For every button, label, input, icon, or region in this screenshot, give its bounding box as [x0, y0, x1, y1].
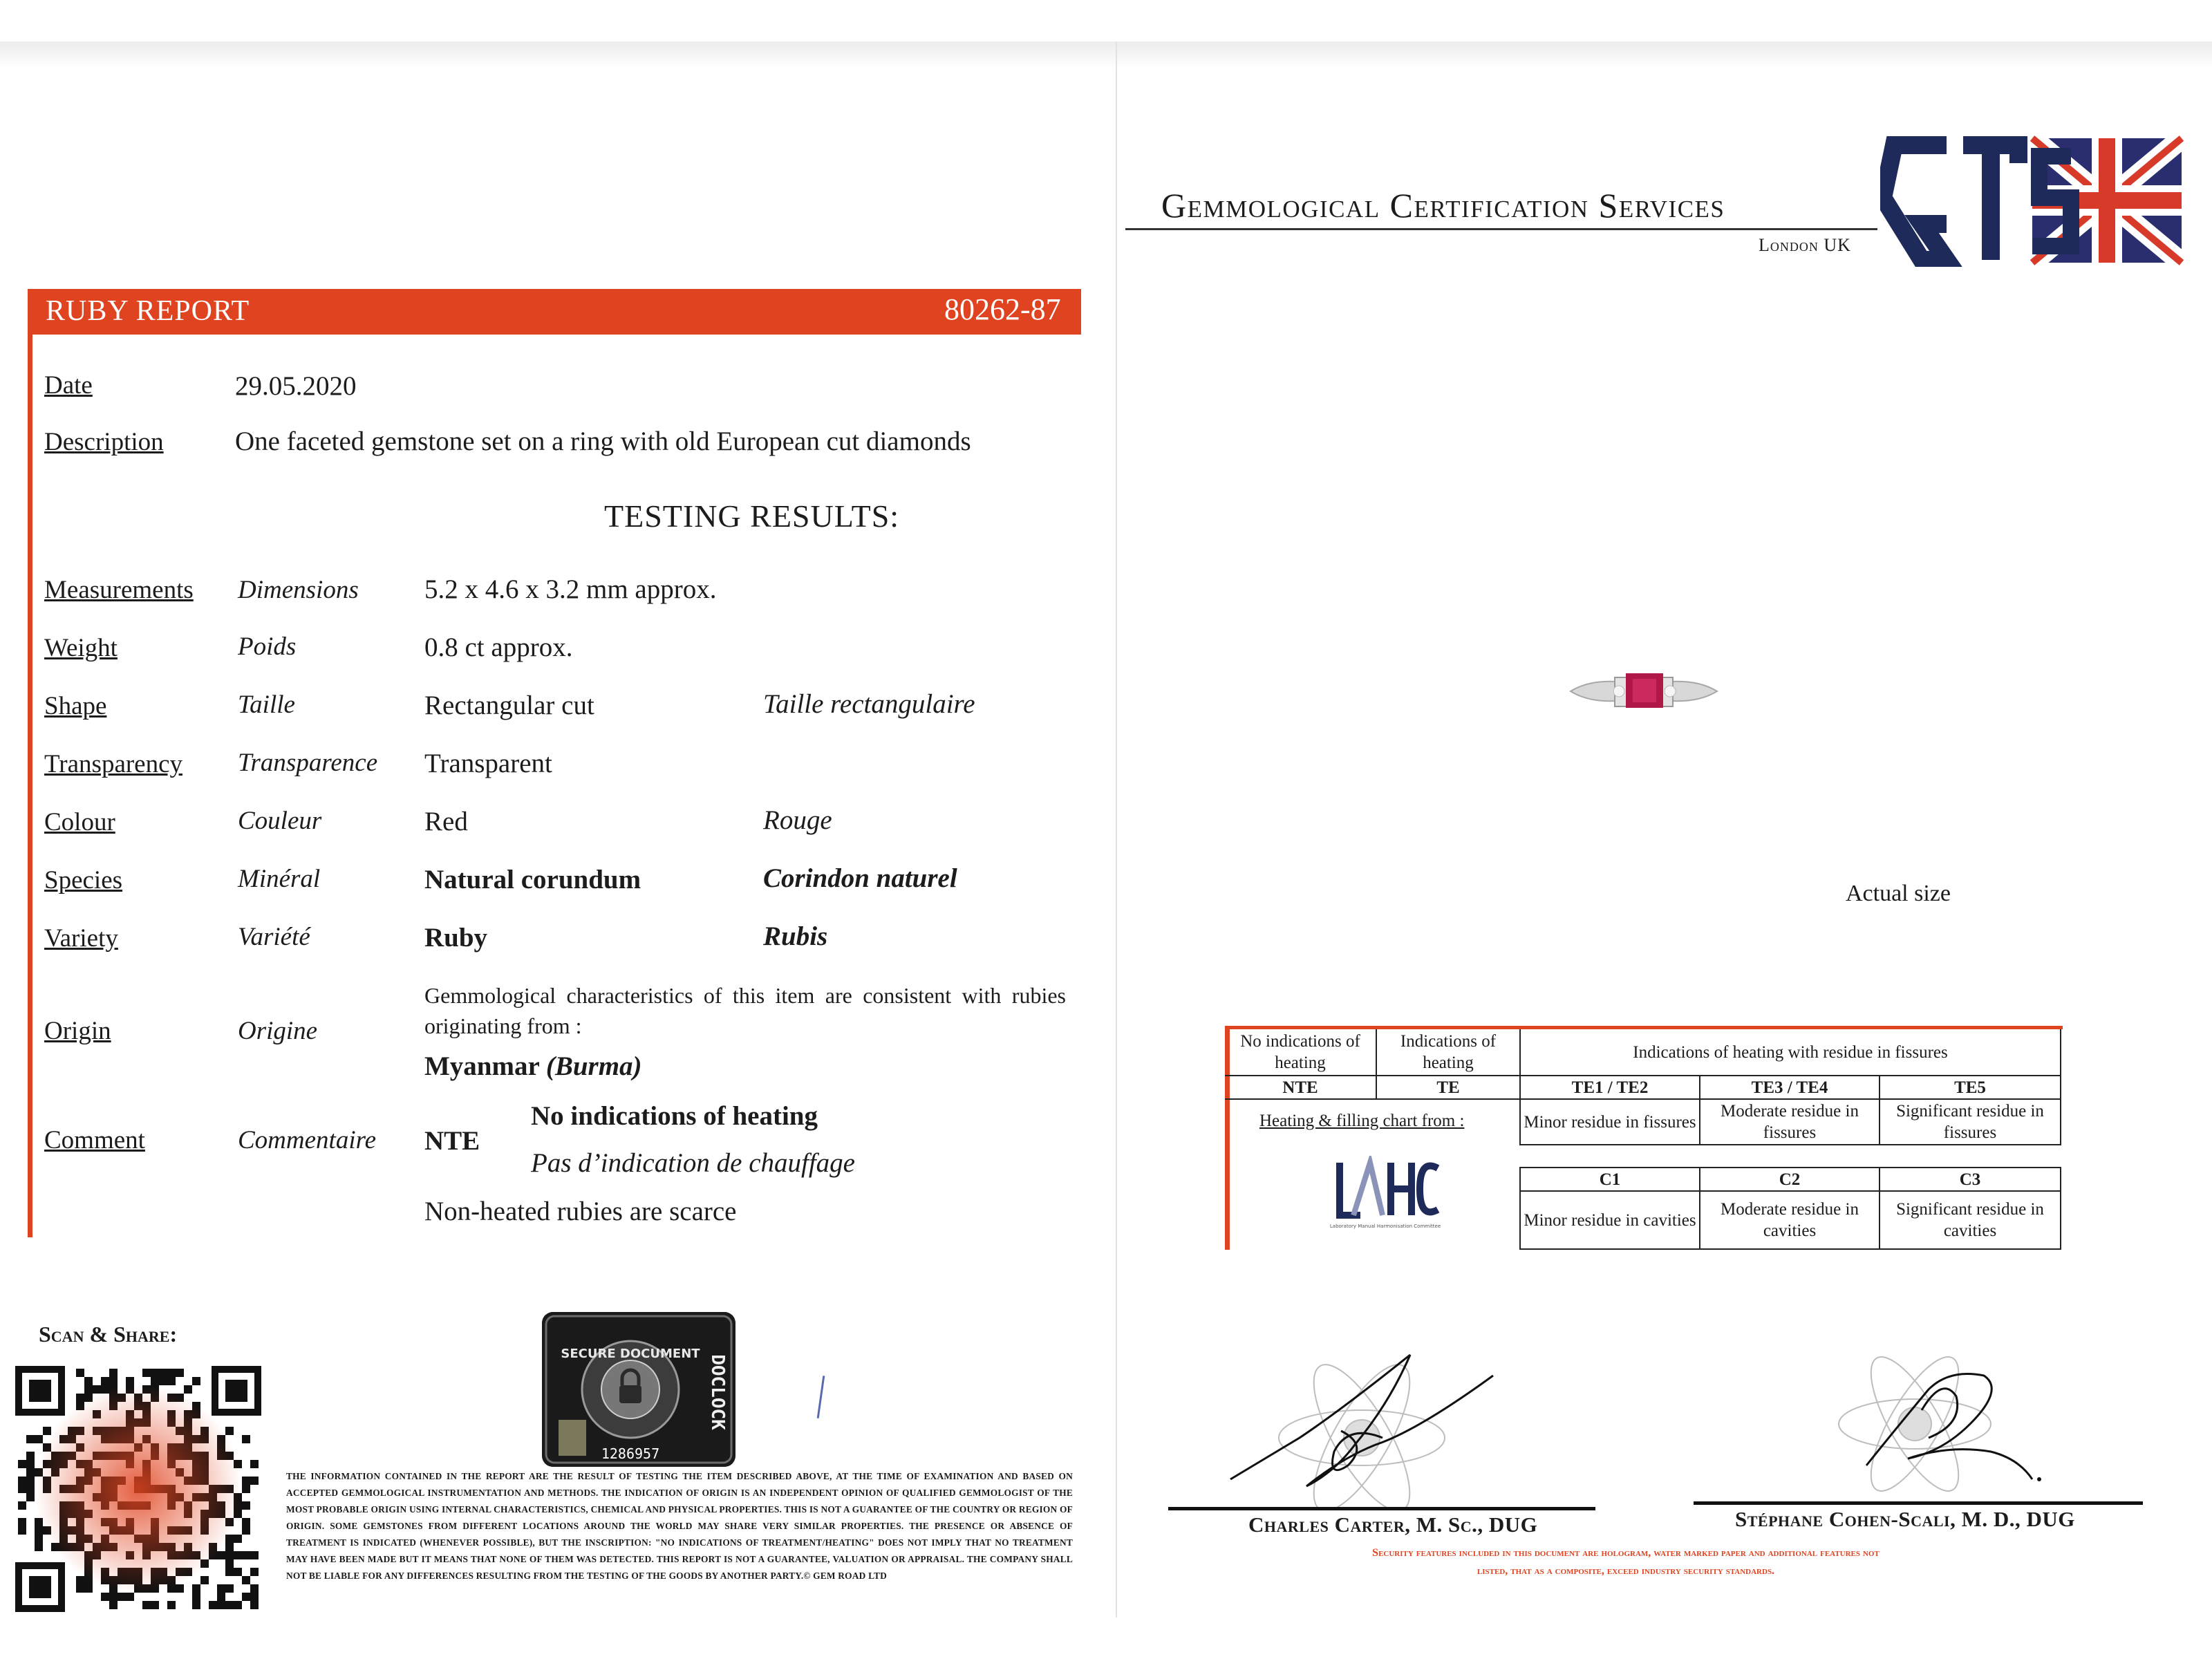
page-fold	[1116, 41, 1117, 1618]
origin-country-alt: (Burma)	[545, 1051, 642, 1081]
scan-shadow	[0, 41, 2212, 69]
row-fr-label: Minéral	[238, 865, 321, 893]
row-value: Red	[424, 807, 468, 836]
row-label: Variety	[44, 924, 118, 953]
row-fr-label: Transparence	[238, 749, 378, 777]
origin-country-name: Myanmar	[424, 1051, 540, 1081]
row-label: Measurements	[44, 576, 194, 604]
row-fr-label: Couleur	[238, 807, 322, 835]
certifier-name: Gemmological Certification Services	[1161, 186, 1725, 225]
doclock-hologram-seal	[542, 1312, 735, 1467]
chart-cavity-code: C1	[1519, 1167, 1700, 1192]
chart-fissure-code: TE5	[1879, 1075, 2061, 1100]
signatory-name-right: Stéphane Cohen-Scali, M. D., DUG	[1735, 1507, 2075, 1531]
row-fr-label: Dimensions	[238, 576, 359, 604]
signature-charles-carter	[1224, 1341, 1514, 1507]
comment-fr-label: Commentaire	[238, 1126, 377, 1154]
signature-line-left	[1168, 1507, 1595, 1510]
comment-label: Comment	[44, 1126, 145, 1154]
ruby-ring-photo	[1568, 664, 1720, 719]
origin-label: Origin	[44, 1017, 111, 1045]
heating-chart-source-link[interactable]: Heating & filling chart from :	[1259, 1112, 1465, 1130]
chart-cavity-desc: Minor residue in cavities	[1519, 1190, 1700, 1250]
row-label: Colour	[44, 808, 115, 836]
row-label: Shape	[44, 692, 107, 720]
chart-nte-code: NTE	[1225, 1075, 1377, 1100]
row-label: Transparency	[44, 750, 183, 778]
row-value: 0.8 ct approx.	[424, 632, 573, 662]
row-label: Weight	[44, 634, 118, 662]
chart-fissure-code: TE1 / TE2	[1519, 1075, 1700, 1100]
row-value: Transparent	[424, 749, 552, 778]
signature-line-right	[1694, 1501, 2143, 1505]
chart-fissure-desc: Significant residue in fissures	[1879, 1098, 2061, 1145]
report-disclaimer: THE INFORMATION CONTAINED IN THE REPORT ARE THE RESULT OF TESTING THE ITEM DESCRIBED ABOVE, AT THE TIME OF EXAMINATION AND BASED ON ACCEPTED GEMMOLOGICAL INSTRUMENTATION AND METHODS. THE INDICATION OF ORIGIN IS AN INDEPENDENT OPINION OF QUALIFIED GEMMOLOGIST OF THE MOST PROBABLE ORIGIN USING INTERNAL CHARACTERISTICS, CHEMICAL AND PHYSICAL PROPERTIES. THIS IS NOT A GUARANTEE OF THE COUNTRY OR REGION OF ORIGIN. SOME GEMSTONES FROM DIFFERENT LOCATIONS AROUND THE WORLD MAY SHARE VERY SIMILAR PROPERTIES. THE PRESENCE OR ABSENCE OF TREATMENT IS INDICATED (WHENEVER POSSIBLE), BUT THE INSCRIPTION: "NO INDICATIONS OF TREATMENT/HEATING" DOES NOT IMPLY THAT NO TREATMENT MAY HAVE BEEN MADE BUT IT MEANS THAT NONE OF THEM WAS DETECTED. THIS REPORT IS NOT A GUARANTEE, VALUATION OR APPRAISAL. THE COMPANY SHALL NOT BE LIABLE FOR ANY DIFFERENCES RESULTING FROM THE TESTING OF THE GOODS BY ANOTHER PARTY.© GEM ROAD LTD	[286, 1471, 1073, 1581]
row-fr-value: Rouge	[763, 805, 832, 835]
chart-cavity-desc: Moderate residue in cavities	[1699, 1190, 1880, 1250]
origin-note: Gemmological characteristics of this item are consistent with rubies originating from :	[424, 983, 1066, 1038]
comment-text: No indications of heating	[531, 1101, 818, 1131]
certifier-location: London UK	[1759, 235, 1851, 255]
chart-fissure-code: TE3 / TE4	[1699, 1075, 1880, 1100]
row-fr-label: Variété	[238, 923, 310, 951]
testing-results-heading: TESTING RESULTS:	[604, 498, 900, 534]
comment-fr-text: Pas d’indication de chauffage	[531, 1148, 855, 1178]
row-fr-label: Poids	[238, 632, 297, 661]
scan-share-label: Scan & Share:	[39, 1322, 178, 1347]
chart-fissures-header: Indications of heating with residue in fissures	[1519, 1029, 2061, 1076]
row-fr-value: Taille rectangulaire	[763, 689, 975, 719]
seal-ring-text: SECURE DOCUMENT	[561, 1347, 700, 1361]
comment-code: NTE	[424, 1126, 480, 1156]
row-value: 5.2 x 4.6 x 3.2 mm approx.	[424, 574, 717, 604]
chart-nte-header: No indications of heating	[1225, 1029, 1377, 1076]
report-left-rule	[28, 335, 32, 1237]
ink-mark	[817, 1376, 825, 1418]
lab-name: Laboratory Manual Harmonisation Committee	[1330, 1224, 1441, 1229]
chart-fissure-desc: Minor residue in fissures	[1519, 1098, 1700, 1145]
date-label: Date	[44, 371, 93, 400]
origin-fr-label: Origine	[238, 1017, 318, 1045]
signatory-name-left: Charles Carter, M. Sc., DUG	[1248, 1512, 1538, 1537]
actual-size-label: Actual size	[1846, 881, 1951, 906]
chart-te-code: TE	[1376, 1075, 1521, 1100]
row-label: Species	[44, 866, 123, 894]
row-fr-value: Rubis	[763, 921, 828, 951]
row-fr-label: Taille	[238, 691, 295, 719]
row-fr-value: Corindon naturel	[763, 863, 957, 893]
row-value: Rectangular cut	[424, 691, 594, 720]
signature-stephane-cohen-scali	[1825, 1348, 2053, 1507]
security-note: Security features included in this document are hologram, water marked paper and additional features not listed, that as a composite, exceed industry security standards.	[1372, 1547, 1880, 1577]
chart-cavity-code: C2	[1699, 1167, 1880, 1192]
report-number: 80262-87	[944, 292, 1061, 326]
date-value: 29.05.2020	[235, 371, 357, 401]
chart-te-header: Indications of heating	[1376, 1029, 1521, 1076]
gcs-logo	[1880, 135, 2184, 267]
qr-code[interactable]	[15, 1366, 261, 1612]
chart-cavity-desc: Significant residue in cavities	[1879, 1190, 2061, 1250]
chart-cavity-code: C3	[1879, 1167, 2061, 1192]
lmhc-logo	[1330, 1156, 1441, 1232]
certifier-rule	[1125, 228, 1877, 230]
origin-country	[424, 1051, 642, 1082]
row-value: Natural corundum	[424, 865, 641, 894]
gcs-logo-text: GCS	[1880, 135, 1882, 136]
chart-fissure-desc: Moderate residue in fissures	[1699, 1098, 1880, 1145]
description-value: One faceted gemstone set on a ring with old European cut diamonds	[235, 427, 971, 456]
seal-serial: 1286957	[601, 1445, 660, 1462]
description-label: Description	[44, 428, 164, 456]
seal-brand: DOCLOCK	[707, 1354, 728, 1430]
report-title: RUBY REPORT	[46, 295, 250, 327]
comment-note: Non-heated rubies are scarce	[424, 1197, 737, 1226]
row-value: Ruby	[424, 923, 488, 953]
